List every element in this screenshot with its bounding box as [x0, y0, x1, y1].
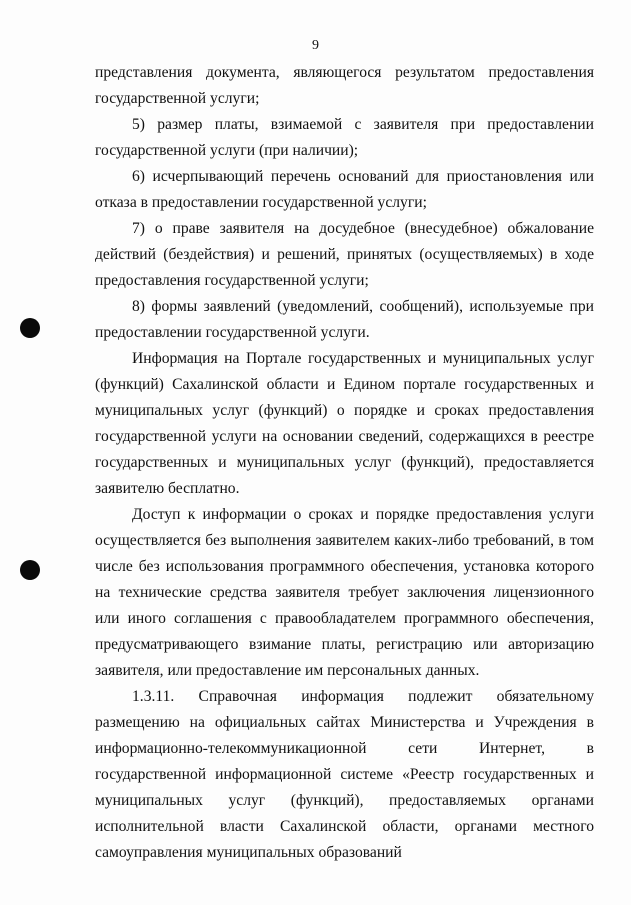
paragraph: представления документа, являющегося результатом предоставления государственной услуги;: [95, 64, 594, 107]
document-body: [95, 60, 594, 866]
paragraph: 6) исчерпывающий перечень оснований для приостановления или отказа в предоставлении государственной услуги;: [95, 168, 594, 211]
paragraph: 7) о праве заявителя на досудебное (внесудебное) обжалование действий (бездействия) и решений, принятых (осуществляемых) в ходе предоставления государственной услуги;: [95, 220, 594, 289]
paragraph: 5) размер платы, взимаемой с заявителя при предоставлении государственной услуги (при наличии);: [95, 116, 594, 159]
paragraph: 1.3.11. Справочная информация подлежит обязательному размещению на официальных сайтах Министерства и Учреждения в информационно-телекоммуникационной сети Интернет, в государственной информационной системе «Реестр государственных и муниципальных услуг (функций), предоставляемых органами исполнительной власти Сахалинской области, органами местного самоуправления муниципальных образований: [95, 688, 594, 861]
paragraph: 8) формы заявлений (уведомлений, сообщений), используемые при предоставлении государственной услуги.: [95, 298, 594, 341]
paragraph: Информация на Портале государственных и муниципальных услуг (функций) Сахалинской области и Едином портале государственных и муниципальных услуг (функций) о порядке и сроках предоставления государственной услуги на основании сведений, содержащихся в реестре государственных и муниципальных услуг (функций), предоставляется заявителю бесплатно.: [95, 350, 594, 497]
punch-hole-mark: [20, 318, 40, 338]
page-number: 9: [312, 38, 319, 53]
paragraph: Доступ к информации о сроках и порядке предоставления услуги осуществляется без выполнения заявителем каких-либо требований, в том числе без использования программного обеспечения, установка которого на технические средства заявителя требует заключения лицензионного или иного соглашения с правообладателем программного обеспечения, предусматривающего взимание платы, регистрацию или авторизацию заявителя, или предоставление им персональных данных.: [95, 506, 594, 679]
punch-hole-mark: [20, 560, 40, 580]
